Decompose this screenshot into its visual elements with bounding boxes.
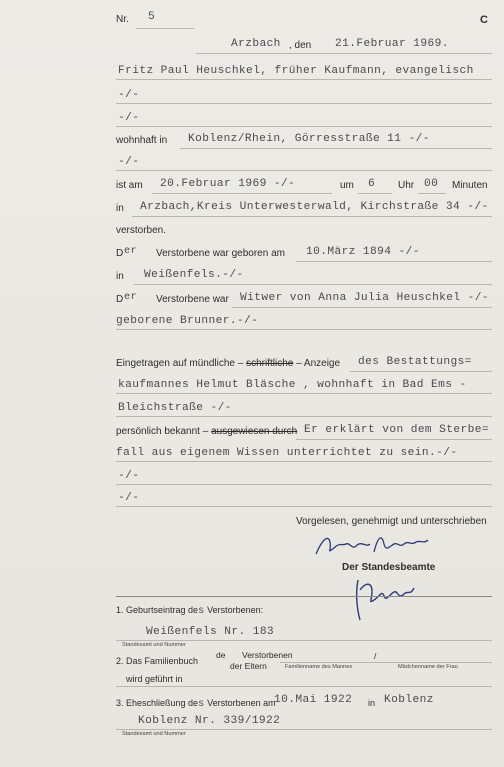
residence-value: Koblenz/Rhein, Görresstraße 11 -/- bbox=[188, 133, 430, 145]
place-of-record: Arzbach bbox=[231, 38, 281, 50]
known-label bbox=[116, 426, 297, 437]
footnote-1-label-rest: Verstorbenen: bbox=[207, 605, 264, 615]
death-minutes: 00 bbox=[424, 178, 439, 190]
marital-status-cont: geborene Brunner.-/- bbox=[116, 315, 259, 327]
death-hour: 6 bbox=[368, 178, 376, 190]
registrar-title: Der Standesbeamte bbox=[342, 562, 436, 573]
rule bbox=[116, 126, 492, 127]
section-divider bbox=[116, 596, 492, 597]
informant-line-b: kaufmannes Helmut Bläsche , wohnhaft in Bad Ems - bbox=[118, 379, 467, 391]
marital-status: Witwer von Anna Julia Heuschkel -/- bbox=[240, 292, 489, 304]
known-label-text: persönlich bekannt – bbox=[116, 426, 209, 437]
footnote-1-label-text: 1. Geburtseintrag de bbox=[116, 605, 199, 615]
footnote-3-place: Koblenz bbox=[384, 694, 434, 706]
rule bbox=[134, 284, 492, 285]
blank-mark: -/- bbox=[118, 89, 140, 101]
der-suffix: er bbox=[124, 246, 138, 257]
footnote-2-caption-man: Familienname des Mannes bbox=[285, 664, 353, 670]
struck-written: schriftliche bbox=[246, 358, 294, 369]
blank-mark: -/- bbox=[118, 156, 140, 168]
footnote-2-verstorbenen: Verstorbenen bbox=[242, 650, 293, 660]
rule bbox=[296, 261, 492, 262]
death-date-label: ist am bbox=[116, 180, 143, 191]
birth-label: Verstorbene war geboren am bbox=[156, 248, 285, 259]
um-label: um bbox=[340, 180, 354, 191]
nr-label: Nr. bbox=[116, 14, 129, 25]
deceased-name-line: Fritz Paul Heuschkel, früher Kaufmann, evangelisch bbox=[118, 65, 474, 77]
footnote-3-typed: s bbox=[198, 699, 205, 710]
rule bbox=[116, 329, 492, 330]
der-suffix: er bbox=[124, 292, 138, 303]
rule bbox=[180, 148, 492, 149]
birth-place: Weißenfels.-/- bbox=[144, 269, 244, 281]
rule bbox=[418, 193, 446, 194]
nr-value: 5 bbox=[148, 11, 156, 23]
closing-statement: Vorgelesen, genehmigt und unterschrieben bbox=[296, 516, 487, 527]
rule bbox=[116, 484, 492, 485]
footnote-2-slash: / bbox=[374, 651, 377, 661]
date-separator: , den bbox=[289, 40, 312, 51]
rule bbox=[280, 662, 492, 663]
registration-label bbox=[116, 358, 340, 369]
footnote-3-label bbox=[116, 698, 276, 710]
rule bbox=[116, 170, 492, 171]
blank-mark: -/- bbox=[118, 470, 140, 482]
footnote-3-value: Koblenz Nr. 339/1922 bbox=[138, 715, 281, 727]
registration-label-b: – Anzeige bbox=[296, 358, 341, 369]
footnote-3-in: in bbox=[368, 698, 376, 708]
rule bbox=[132, 216, 492, 217]
footnote-2-de: de bbox=[216, 650, 226, 660]
footnote-1-typed: s bbox=[198, 606, 205, 617]
rule bbox=[116, 640, 492, 641]
rule bbox=[296, 439, 492, 440]
footnote-2-caption-woman: Mädchenname der Frau bbox=[398, 664, 458, 670]
footnote-2-der-eltern: der Eltern bbox=[230, 661, 267, 671]
rule bbox=[116, 686, 492, 687]
residence-label: wohnhaft in bbox=[116, 135, 168, 146]
corner-mark: C bbox=[480, 14, 488, 26]
blank-mark: -/- bbox=[118, 492, 140, 504]
minuten-label: Minuten bbox=[452, 180, 488, 191]
death-place-value: Arzbach,Kreis Unterwesterwald, Kirchstraße 34 -/- bbox=[140, 201, 489, 213]
header-line bbox=[196, 53, 492, 54]
struck-identified: ausgewiesen durch bbox=[211, 426, 298, 437]
rule bbox=[116, 79, 492, 80]
record-date: 21.Februar 1969. bbox=[335, 38, 449, 50]
rule bbox=[152, 193, 332, 194]
der-prefix: D bbox=[116, 294, 124, 305]
verstorben-label: verstorben. bbox=[116, 225, 167, 236]
registrar-signature bbox=[350, 576, 420, 627]
footnote-3-caption: Standesamt und Nummer bbox=[122, 731, 186, 737]
rule bbox=[116, 729, 492, 730]
informant-signature bbox=[312, 532, 432, 563]
rule bbox=[116, 103, 492, 104]
nr-line bbox=[136, 28, 194, 29]
registration-label-a: Eingetragen auf mündliche – bbox=[116, 358, 244, 369]
footnote-2-label: 2. Das Familienbuch bbox=[116, 656, 199, 666]
rule bbox=[116, 461, 492, 462]
marital-label: Verstorbene war bbox=[156, 294, 229, 305]
birth-place-label: in bbox=[116, 271, 124, 282]
rule bbox=[116, 416, 492, 417]
footnote-3-date: 10.Mai 1922 bbox=[274, 694, 353, 706]
blank-mark: -/- bbox=[118, 112, 140, 124]
der-prefix: D bbox=[116, 248, 124, 259]
rule bbox=[232, 307, 492, 308]
informant-line-a: des Bestattungs= bbox=[358, 356, 472, 368]
footnote-1-value: Weißenfels Nr. 183 bbox=[146, 626, 275, 638]
footnote-3-label-rest: Verstorbenen am bbox=[207, 698, 276, 708]
uhr-label: Uhr bbox=[398, 180, 415, 191]
footnote-1-label bbox=[116, 605, 263, 617]
rule bbox=[116, 506, 492, 507]
rule bbox=[116, 393, 492, 394]
footnote-2-wird: wird geführt in bbox=[126, 674, 183, 684]
birth-date: 10.März 1894 -/- bbox=[306, 246, 420, 258]
statement-line-b: fall aus eigenem Wissen unterrichtet zu sein.-/- bbox=[116, 447, 458, 459]
statement-line-a: Er erklärt von dem Sterbe= bbox=[304, 424, 489, 436]
death-place-label: in bbox=[116, 203, 124, 214]
death-date-value: 20.Februar 1969 -/- bbox=[160, 178, 296, 190]
informant-line-c: Bleichstraße -/- bbox=[118, 402, 232, 414]
footnote-3-label-text: 3. Eheschließung de bbox=[116, 698, 199, 708]
rule bbox=[358, 193, 392, 194]
footnote-1-caption: Standesamt und Nummer bbox=[122, 642, 186, 648]
rule bbox=[350, 371, 492, 372]
